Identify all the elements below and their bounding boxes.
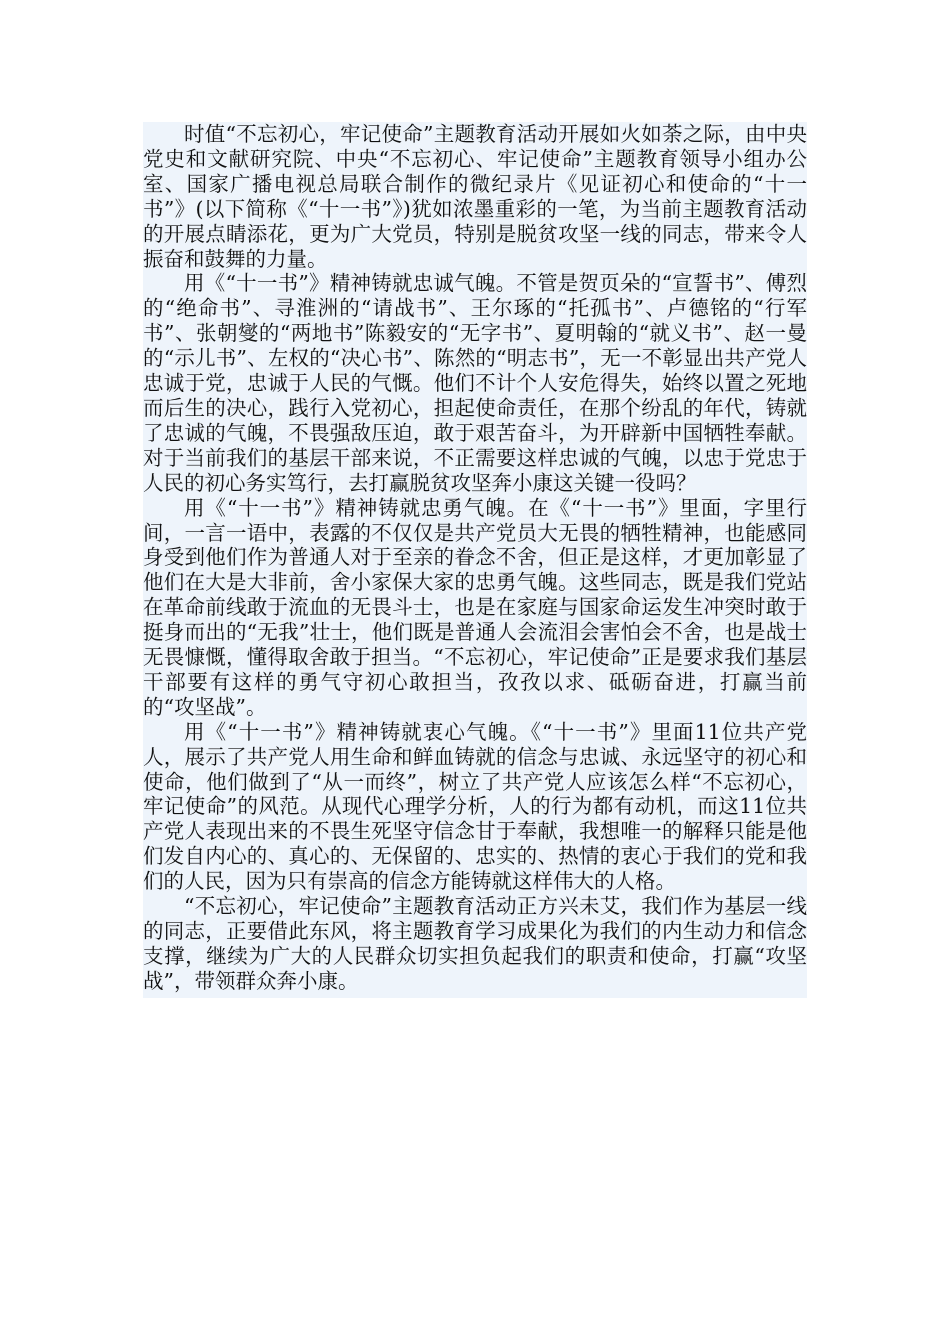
- paragraph-courage: 用《“十一书”》精神铸就忠勇气魄。在《“十一书”》里面，字里行间，一言一语中，表露的不仅仅是共产党员大无畏的牺牲精神，也能感同身受到他们作为普通人对于至亲的眷念不舍，但正是这样，才更加彰显了他们在大是大非前，舍小家保大家的忠勇气魄。这些同志，既是我们党站在革命前线敢于流血的无畏斗士，也是在家庭与国家命运发生冲突时敢于挺身而出的“无我”壮士，他们既是普通人会流泪会害怕会不舍，也是战士无畏慷慨，懂得取舍敢于担当。“不忘初心，牢记使命”正是要求我们基层干部要有这样的勇气守初心敢担当，孜孜以求、砥砺奋进，打赢当前的“攻坚战”。: [143, 495, 807, 719]
- paragraph-intro: 时值“不忘初心，牢记使命”主题教育活动开展如火如荼之际，由中央党史和文献研究院、中央“不忘初心、牢记使命”主题教育领导小组办公室、国家广播电视总局联合制作的微纪录片《见证初心和使命的“十一书”》(以下简称《“十一书”》)犹如浓墨重彩的一笔，为当前主题教育活动的开展点睛添花，更为广大党员，特别是脱贫攻坚一线的同志，带来令人振奋和鼓舞的力量。: [143, 122, 807, 271]
- paragraph-loyalty: 用《“十一书”》精神铸就忠诚气魄。不管是贺页朵的“宣誓书”、傅烈的“绝命书”、寻淮洲的“请战书”、王尔琢的“托孤书”、卢德铭的“行军书”、张朝燮的“两地书”陈毅安的“无字书”、夏明翰的“就义书”、赵一曼的“示儿书”、左权的“决心书”、陈然的“明志书”，无一不彰显出共产党人忠诚于党，忠诚于人民的气慨。他们不计个人安危得失，始终以置之死地而后生的决心，践行入党初心，担起使命责任，在那个纷乱的年代，铸就了忠诚的气魄，不畏强敌压迫，敢于艰苦奋斗，为开辟新中国牺牲奉献。对于当前我们的基层干部来说，不正需要这样忠诚的气魄，以忠于党忠于人民的初心务实笃行，去打赢脱贫攻坚奔小康这关键一役吗？: [143, 271, 807, 495]
- paragraph-devotion: 用《“十一书”》精神铸就衷心气魄。《“十一书”》里面11位共产党人，展示了共产党人用生命和鲜血铸就的信念与忠诚、永远坚守的初心和使命，他们做到了“从一而终”，树立了共产党人应该怎么样“不忘初心，牢记使命”的风范。从现代心理学分析，人的行为都有动机，而这11位共产党人表现出来的不畏生死坚守信念甘于奉献，我想唯一的解释只能是他们发自内心的、真心的、无保留的、忠实的、热情的衷心于我们的党和我们的人民，因为只有崇高的信念方能铸就这样伟大的人格。: [143, 719, 807, 894]
- paragraph-conclusion: “不忘初心，牢记使命”主题教育活动正方兴未艾，我们作为基层一线的同志，正要借此东风，将主题教育学习成果化为我们的内生动力和信念支撑，继续为广大的人民群众切实担负起我们的职责和使命，打赢“攻坚战”，带领群众奔小康。: [143, 894, 807, 993]
- article-body: [143, 122, 807, 998]
